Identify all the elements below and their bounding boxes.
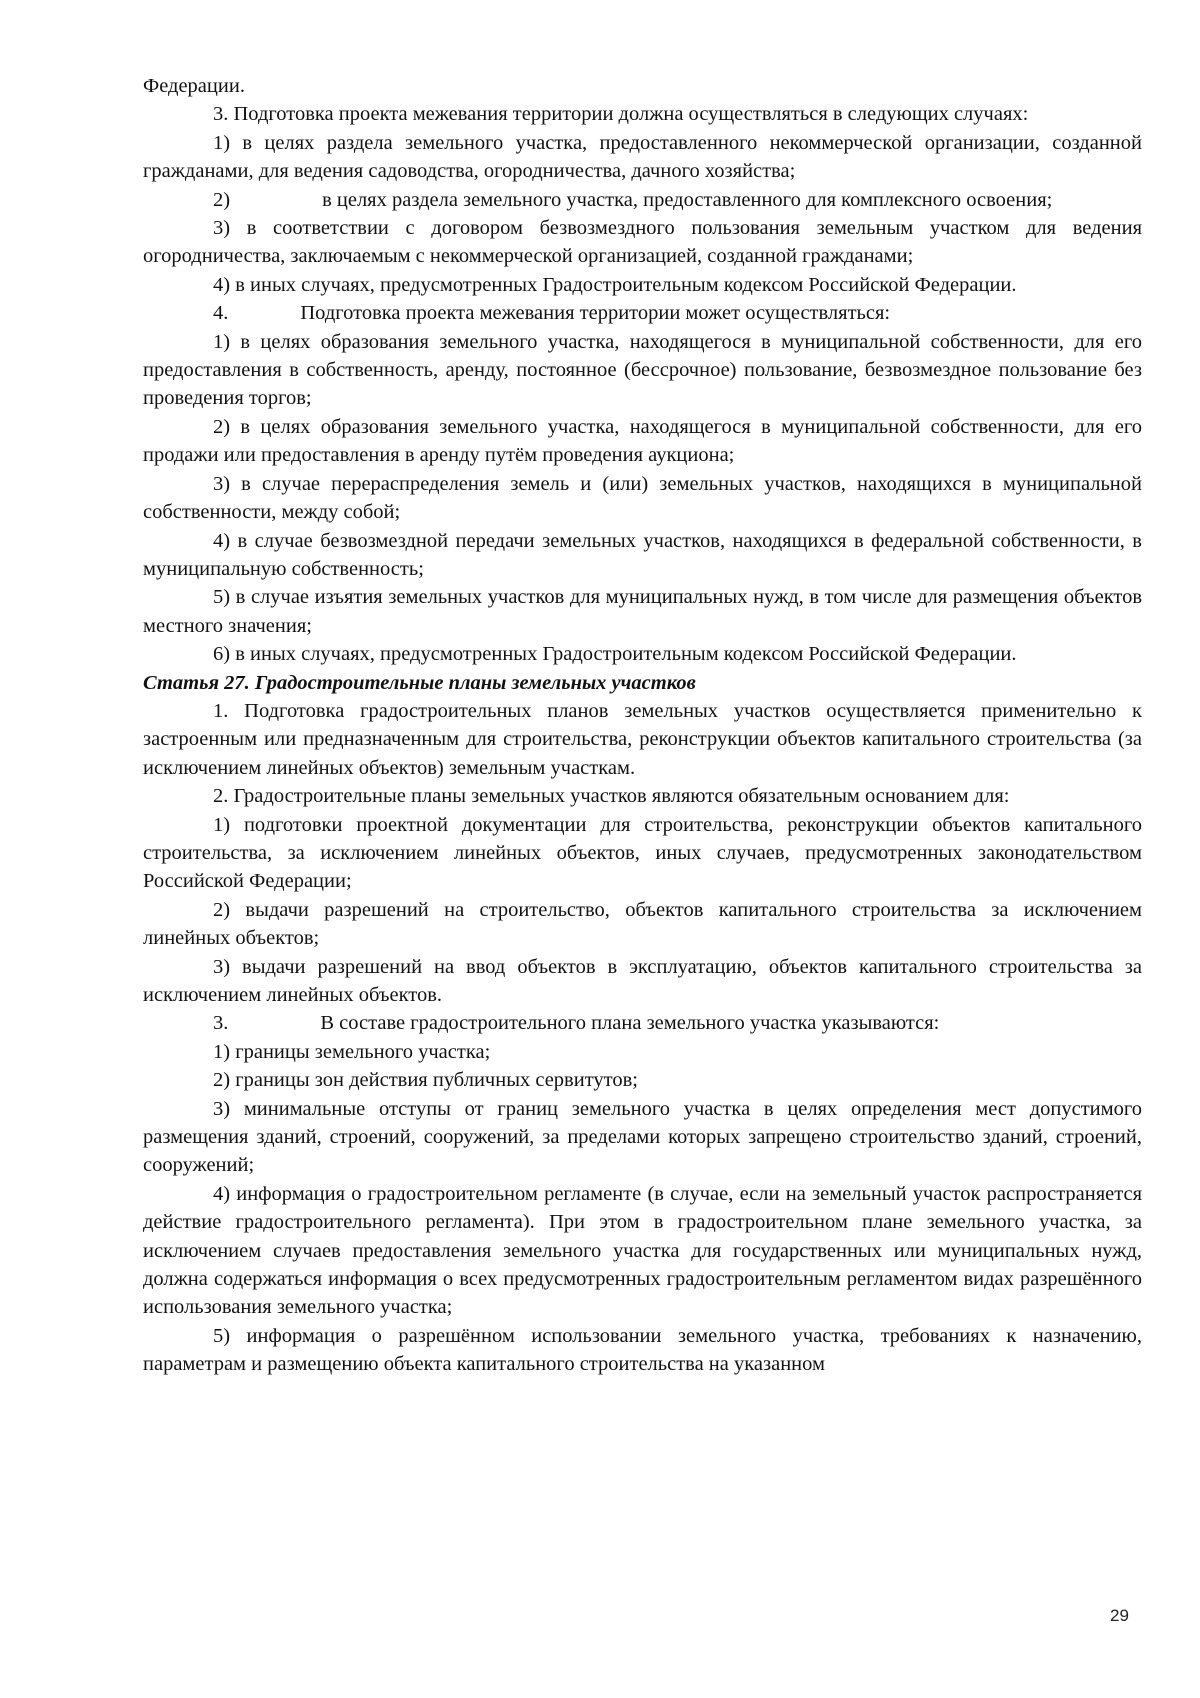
paragraph: 1) границы земельного участка;: [213, 1040, 491, 1063]
page-number: 29: [1110, 1606, 1129, 1625]
paragraph: 2) границы зон действия публичных сервитутов;: [213, 1069, 638, 1092]
paragraph: 1) в целях раздела земельного участка, предоставленного некоммерческой организации, созданной гражданами, для ведения садоводства, огородничества, дачного хозяйства;: [143, 131, 1142, 183]
item-number: 2): [213, 188, 231, 211]
paragraph: 5) информация о разрешённом использовании земельного участка, требованиях к назначению, параметрам и размещению объекта капитального строительства на указанном: [143, 1324, 1142, 1376]
item-text: Подготовка проекта межевания территории может осуществляться:: [300, 302, 891, 325]
paragraph: [143, 1009, 1142, 1037]
paragraph: Федерации.: [143, 75, 245, 97]
paragraph: [143, 186, 1142, 214]
paragraph: 3) в случае перераспределения земель и (или) земельных участков, находящихся в муниципальной собственности, между собой;: [143, 472, 1142, 524]
paragraph: 1. Подготовка градостроительных планов земельных участков осуществляется применительно к застроенным или предназначенным для строительства, реконструкции объектов капитального строительства (за исключением линейных объектов) земельным участкам.: [143, 699, 1142, 779]
paragraph: 3) в соответствии с договором безвозмездного пользования земельным участком для ведения огородничества, заключаемым с некоммерческой организацией, созданной гражданами;: [143, 217, 1142, 268]
article-heading: Статья 27. Градостроительные планы земельных участков: [143, 671, 696, 694]
paragraph: 2) в целях образования земельного участка, находящегося в муниципальной собственности, для его продажи или предоставления в аренду путём проведения аукциона;: [143, 415, 1142, 467]
paragraph: [143, 299, 1142, 327]
item-number: 4.: [213, 302, 229, 325]
item-number: 3.: [213, 1012, 229, 1035]
paragraph: 5) в случае изъятия земельных участков для муниципальных нужд, в том числе для размещения объектов местного значения;: [143, 586, 1142, 637]
paragraph: 2) выдачи разрешений на строительство, объектов капитального строительства за исключением линейных объектов;: [143, 898, 1142, 950]
paragraph: 2. Градостроительные планы земельных участков являются обязательным основанием для:: [213, 785, 1010, 808]
paragraph: 3) минимальные отступы от границ земельного участка в целях определения мест допустимого размещения зданий, строений, сооружений, за пределами которых запрещено строительство зданий, строений, сооружений;: [143, 1097, 1142, 1177]
document-page: [143, 72, 1142, 1379]
item-text: в целях раздела земельного участка, предоставленного для комплексного освоения;: [322, 188, 1053, 211]
paragraph: 3) выдачи разрешений на ввод объектов в эксплуатацию, объектов капитального строительства за исключением линейных объектов.: [143, 955, 1142, 1006]
paragraph: 3. Подготовка проекта межевания территории должна осуществляться в следующих случаях:: [213, 103, 1029, 126]
item-text: В составе градостроительного плана земельного участка указываются:: [320, 1012, 940, 1035]
paragraph: 1) в целях образования земельного участка, находящегося в муниципальной собственности, для его предоставления в собственность, аренду, постоянное (бессрочное) пользование, безвозмездное пользование без проведения торгов;: [143, 330, 1142, 410]
paragraph: 4) в иных случаях, предусмотренных Градостроительным кодексом Российской Федерации.: [213, 273, 1017, 296]
paragraph: 1) подготовки проектной документации для строительства, реконструкции объектов капитального строительства, за исключением линейных объектов, иных случаев, предусмотренных законодательством Российской Федерации;: [143, 813, 1142, 893]
paragraph: 6) в иных случаях, предусмотренных Градостроительным кодексом Российской Федерации.: [213, 643, 1017, 666]
paragraph: 4) в случае безвозмездной передачи земельных участков, находящихся в федеральной собственности, в муниципальную собственность;: [143, 529, 1142, 580]
paragraph: 4) информация о градостроительном регламенте (в случае, если на земельный участок распространяется действие градостроительного регламента). При этом в градостроительном плане земельного участка, за исключением случаев предоставления земельного участка для государственных или муниципальных нужд, должна содержаться информация о всех предусмотренных градостроительным регламентом видах разрешённого использования земельного участка;: [143, 1182, 1142, 1319]
